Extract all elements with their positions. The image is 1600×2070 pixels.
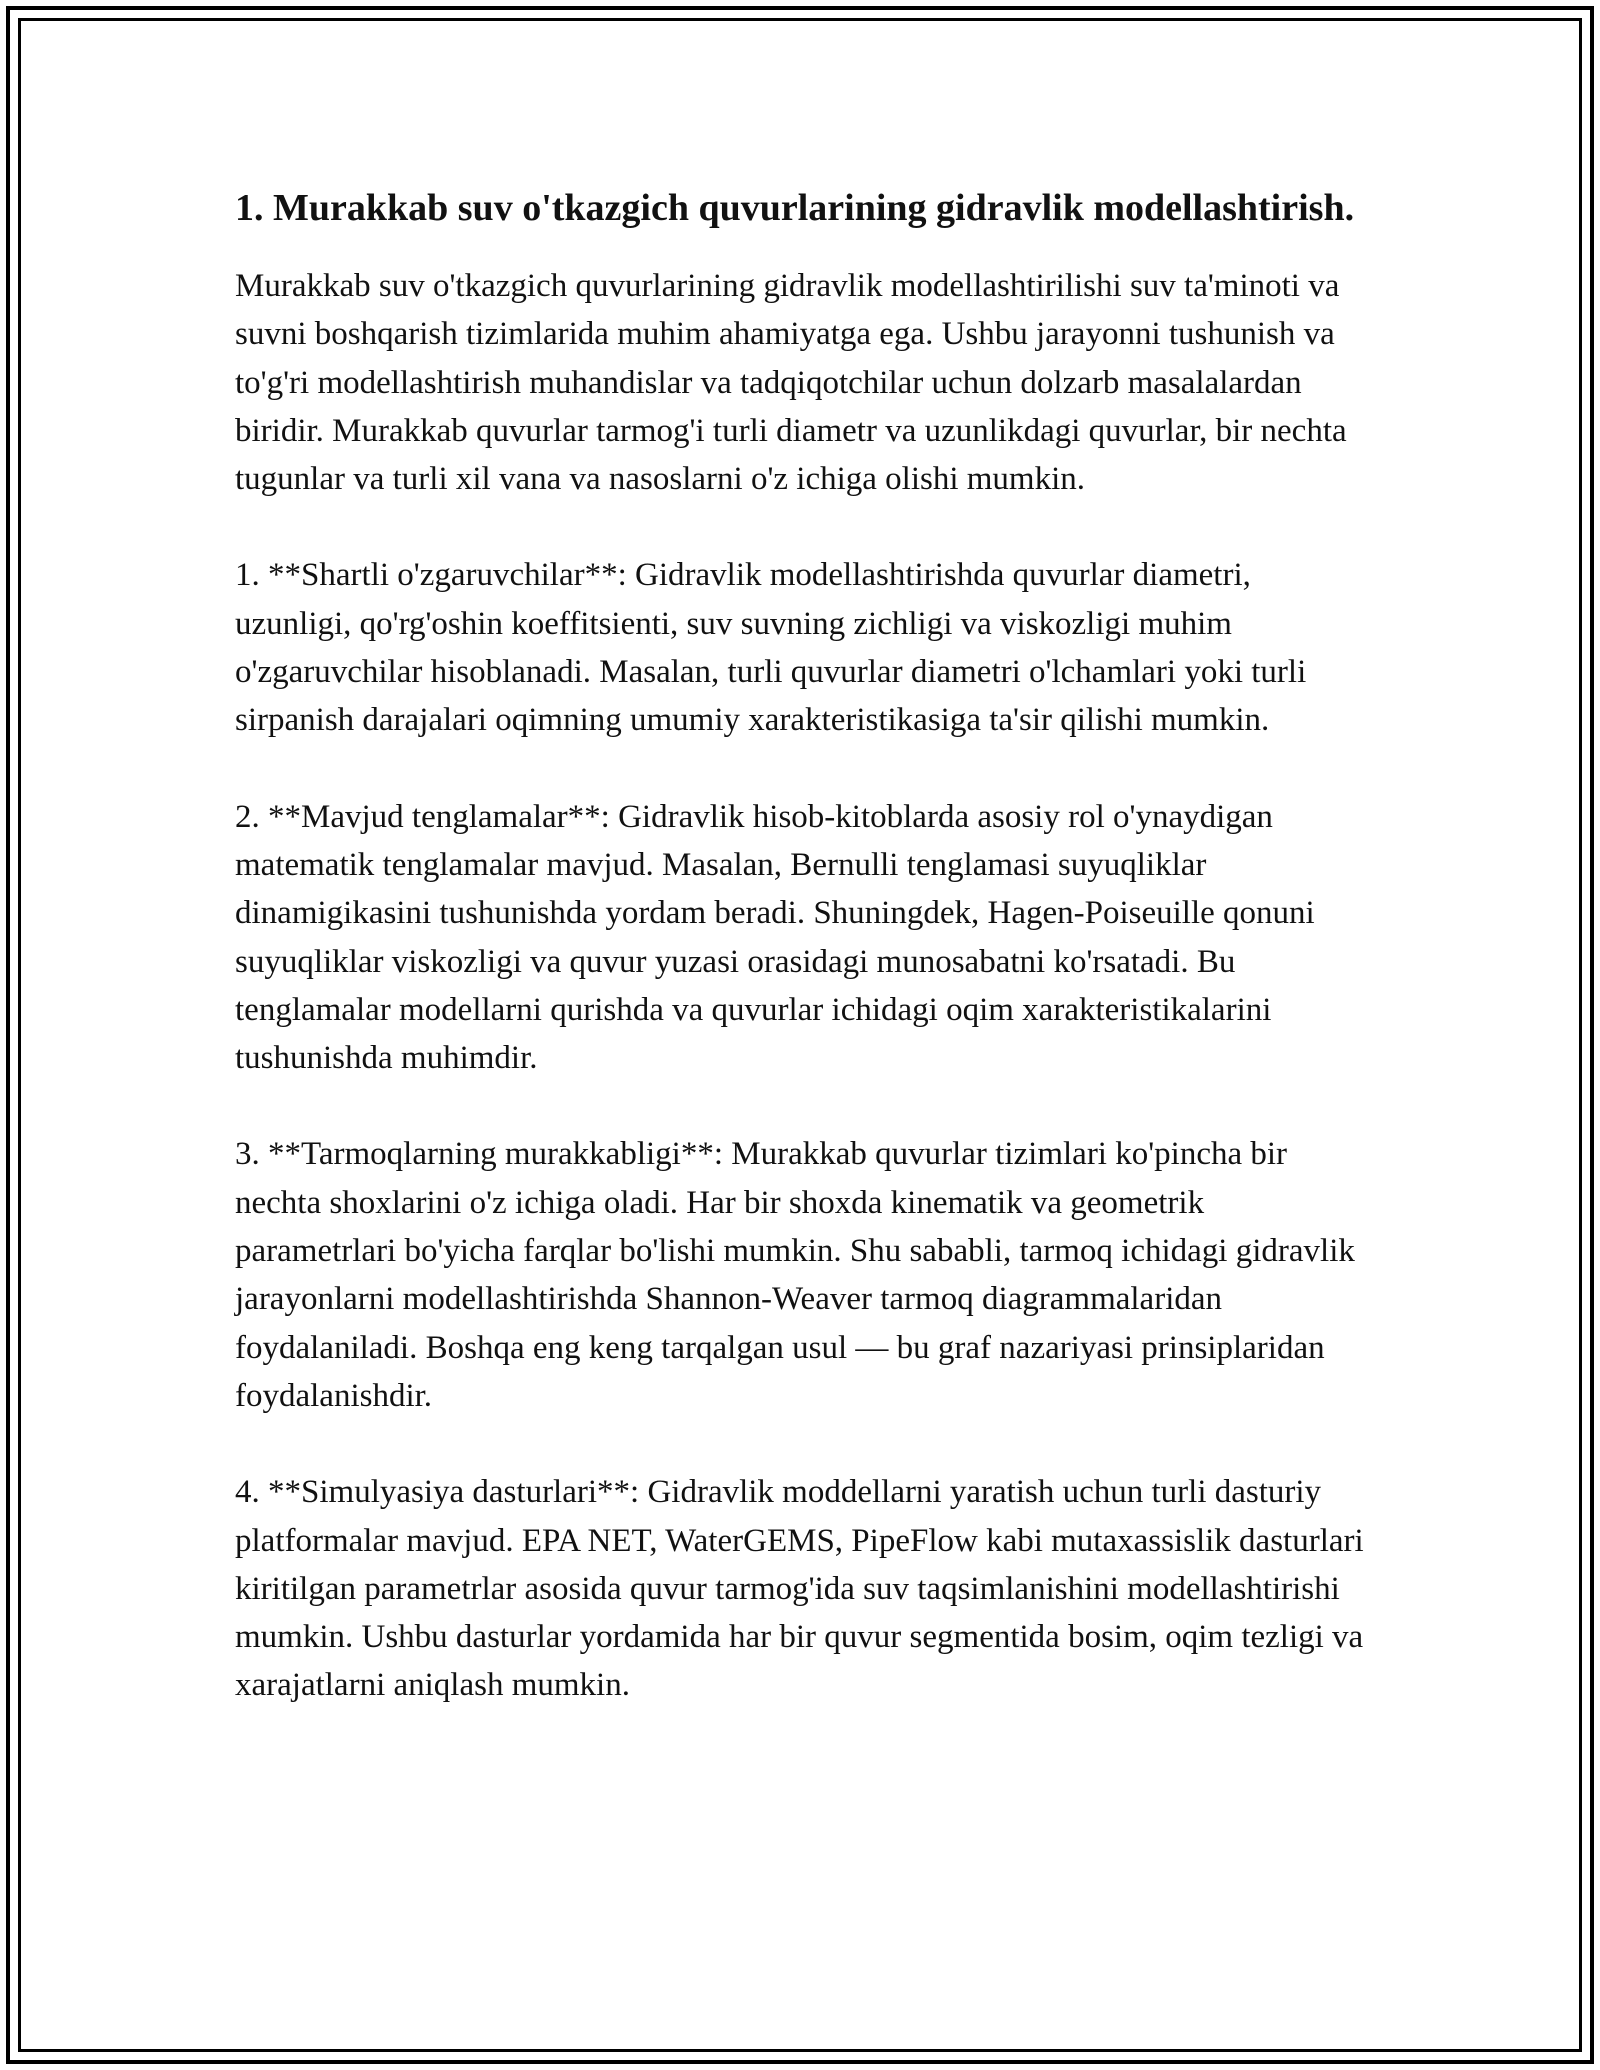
intro-paragraph: Murakkab suv o'tkazgich quvurlarining gidravlik modellashtirilishi suv ta'minoti va suvni boshqarish tizimlarida muhim ahamiyatga ega. Ushbu jarayonni tushunish va to'g'ri modellashtirish muhandislar va tadqiqotchilar uchun dolzarb masalalardan biridir. Murakkab quvurlar tarmog'i turli diametr va uzunlikdagi quvurlar, bir nechta tugunlar va turli xil vana va nasoslarni o'z ichiga olishi mumkin. — [235, 268, 1347, 498]
list-item-network-complexity: 3. **Tarmoqlarning murakkabligi**: Murakkab quvurlar tizimlari ko'pincha bir nechta shoxlarini o'z ichiga oladi. Har bir shoxda kinematik va geometrik parametrlari bo'yicha farqlar bo'lishi mumkin. Shu sababli, tarmoq ichidagi gidravlik jarayonlarni modellashtirishda Shannon-Weaver tarmoq diagrammalaridan foydalaniladi. Boshqa eng keng tarqalgan usul — bu graf nazariyasi prinsiplaridan foydalanishdir. — [235, 1136, 1355, 1414]
list-item-variables: 1. **Shartli o'zgaruvchilar**: Gidravlik modellashtirishda quvurlar diametri, uzunligi, qo'rg'oshin koeffitsienti, suv suvning zichligi va viskozligi muhim o'zgaruvchilar hisoblanadi. Masalan, turli quvurlar diametri o'lchamlari yoki turli sirpanish darajalari oqimning umumiy xarakteristikasiga ta'sir qilishi mumkin. — [235, 557, 1307, 739]
list-item-simulation-software: 4. **Simulyasiya dasturlari**: Gidravlik moddellarni yaratish uchun turli dasturiy platformalar mavjud. EPA NET, WaterGEMS, PipeFlow kabi mutaxassislik dasturlari kiritilgan parametrlar asosida quvur tarmog'ida suv taqsimlanishini modellashtirishi mumkin. Ushbu dasturlar yordamida har bir quvur segmentida bosim, oqim tezligi va xarajatlarni aniqlash mumkin. — [235, 1474, 1364, 1704]
document-title: 1. Murakkab suv o'tkazgich quvurlarining gidravlik modellashtirish. — [235, 187, 1355, 229]
list-item-equations: 2. **Mavjud tenglamalar**: Gidravlik hisob-kitoblarda asosiy rol o'ynaydigan matematik tenglamalar mavjud. Masalan, Bernulli tenglamasi suyuqliklar dinamigikasini tushunishda yordam beradi. Shuningdek, Hagen-Poiseuille qonuni suyuqliklar viskozligi va quvur yuzasi orasidagi munosabatni ko'rsatadi. Bu tenglamalar modellarni qurishda va quvurlar ichidagi oqim xarakteristikalarini tushunishda muhimdir. — [235, 798, 1315, 1077]
document-body — [235, 180, 1365, 1758]
